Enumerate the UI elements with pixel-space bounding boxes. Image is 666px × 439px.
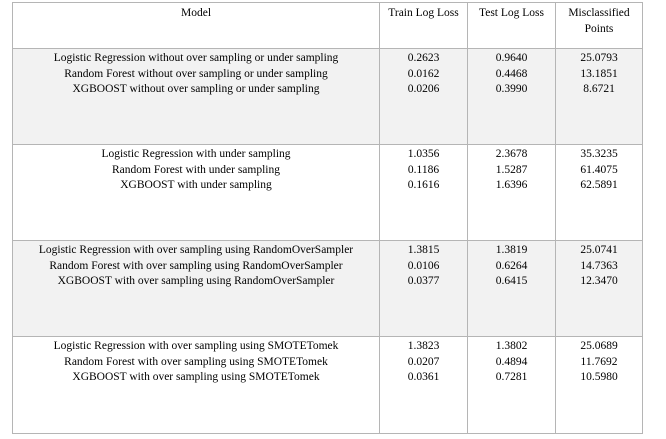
- model-name: Random Forest with over sampling using RandomOverSampler: [49, 259, 343, 272]
- model-name: Logistic Regression with over sampling using RandomOverSampler: [38, 244, 354, 256]
- train-log-loss-cell: [380, 145, 468, 241]
- misclassified-value: 8.6721: [583, 83, 615, 95]
- group-row-smotetomek: [13, 337, 643, 434]
- group-row-random-over-sampler: [13, 241, 643, 337]
- test-value: 0.3990: [495, 83, 528, 95]
- train-value: 0.0207: [407, 355, 440, 368]
- misclassified-cell: [556, 49, 643, 145]
- model-names-cell: [13, 241, 380, 337]
- train-value: 1.0356: [407, 148, 440, 160]
- header-row: [13, 3, 643, 49]
- model-name: Random Forest with under sampling: [111, 163, 280, 176]
- misclassified-value: 35.3235: [580, 148, 618, 160]
- misclassified-cell: [556, 337, 643, 434]
- train-value: 0.0206: [407, 83, 440, 95]
- misclassified-value: 11.7692: [580, 355, 618, 368]
- model-name: Logistic Regression with over sampling using SMOTETomek: [53, 340, 339, 352]
- train-value: 0.0361: [407, 371, 440, 383]
- misclassified-value: 13.1851: [580, 67, 618, 80]
- train-value: 0.0106: [407, 259, 440, 272]
- model-name: Random Forest with over sampling using SMOTETomek: [64, 355, 328, 368]
- misclassified-value: 12.3470: [580, 275, 618, 287]
- model-name: Logistic Regression without over sampling or under sampling: [53, 52, 339, 64]
- misclassified-cell: [556, 241, 643, 337]
- train-value: 0.1616: [407, 179, 440, 191]
- train-log-loss-cell: [380, 241, 468, 337]
- misclassified-cell: [556, 145, 643, 241]
- train-value: 1.3815: [407, 244, 440, 256]
- test-value: 0.4894: [495, 355, 528, 368]
- misclassified-value: 10.5980: [580, 371, 618, 383]
- test-value: 1.5287: [495, 163, 528, 176]
- model-name: XGBOOST with under sampling: [120, 179, 272, 191]
- model-names-cell: [13, 337, 380, 434]
- misclassified-value: 25.0793: [580, 52, 618, 64]
- model-name: Logistic Regression with under sampling: [101, 148, 291, 160]
- header-model: Model: [13, 3, 380, 49]
- test-log-loss-cell: [468, 337, 556, 434]
- model-name: Random Forest without over sampling or under sampling: [64, 67, 328, 80]
- test-value: 1.3802: [495, 340, 528, 352]
- model-name: XGBOOST without over sampling or under sampling: [72, 83, 320, 95]
- test-value: 0.7281: [495, 371, 528, 383]
- model-name: XGBOOST with over sampling using RandomOverSampler: [57, 275, 335, 287]
- results-table: [12, 2, 643, 434]
- train-value: 0.0377: [407, 275, 440, 287]
- header-test-log-loss: Test Log Loss: [468, 3, 556, 49]
- test-log-loss-cell: [468, 145, 556, 241]
- misclassified-value: 25.0741: [580, 244, 618, 256]
- model-names-cell: [13, 145, 380, 241]
- model-name: XGBOOST with over sampling using SMOTETomek: [72, 371, 320, 383]
- misclassified-value: 25.0689: [580, 340, 618, 352]
- test-value: 1.3819: [495, 244, 528, 256]
- test-value: 0.6415: [495, 275, 528, 287]
- train-log-loss-cell: [380, 337, 468, 434]
- group-row-no-sampling: [13, 49, 643, 145]
- misclassified-value: 62.5891: [580, 179, 618, 191]
- test-log-loss-cell: [468, 241, 556, 337]
- test-value: 0.6264: [495, 259, 528, 272]
- train-value: 1.3823: [407, 340, 440, 352]
- model-names-cell: [13, 49, 380, 145]
- test-value: 0.9640: [495, 52, 528, 64]
- train-log-loss-cell: [380, 49, 468, 145]
- test-log-loss-cell: [468, 49, 556, 145]
- header-misclassified-points: Misclassified Points: [556, 3, 643, 49]
- train-value: 0.2623: [407, 52, 440, 64]
- test-value: 1.6396: [495, 179, 528, 191]
- train-value: 0.0162: [407, 67, 440, 80]
- header-train-log-loss: Train Log Loss: [380, 3, 468, 49]
- test-value: 0.4468: [495, 67, 528, 80]
- misclassified-value: 14.7363: [580, 259, 618, 272]
- test-value: 2.3678: [495, 148, 528, 160]
- group-row-under-sampling: [13, 145, 643, 241]
- train-value: 0.1186: [407, 163, 440, 176]
- misclassified-value: 61.4075: [580, 163, 618, 176]
